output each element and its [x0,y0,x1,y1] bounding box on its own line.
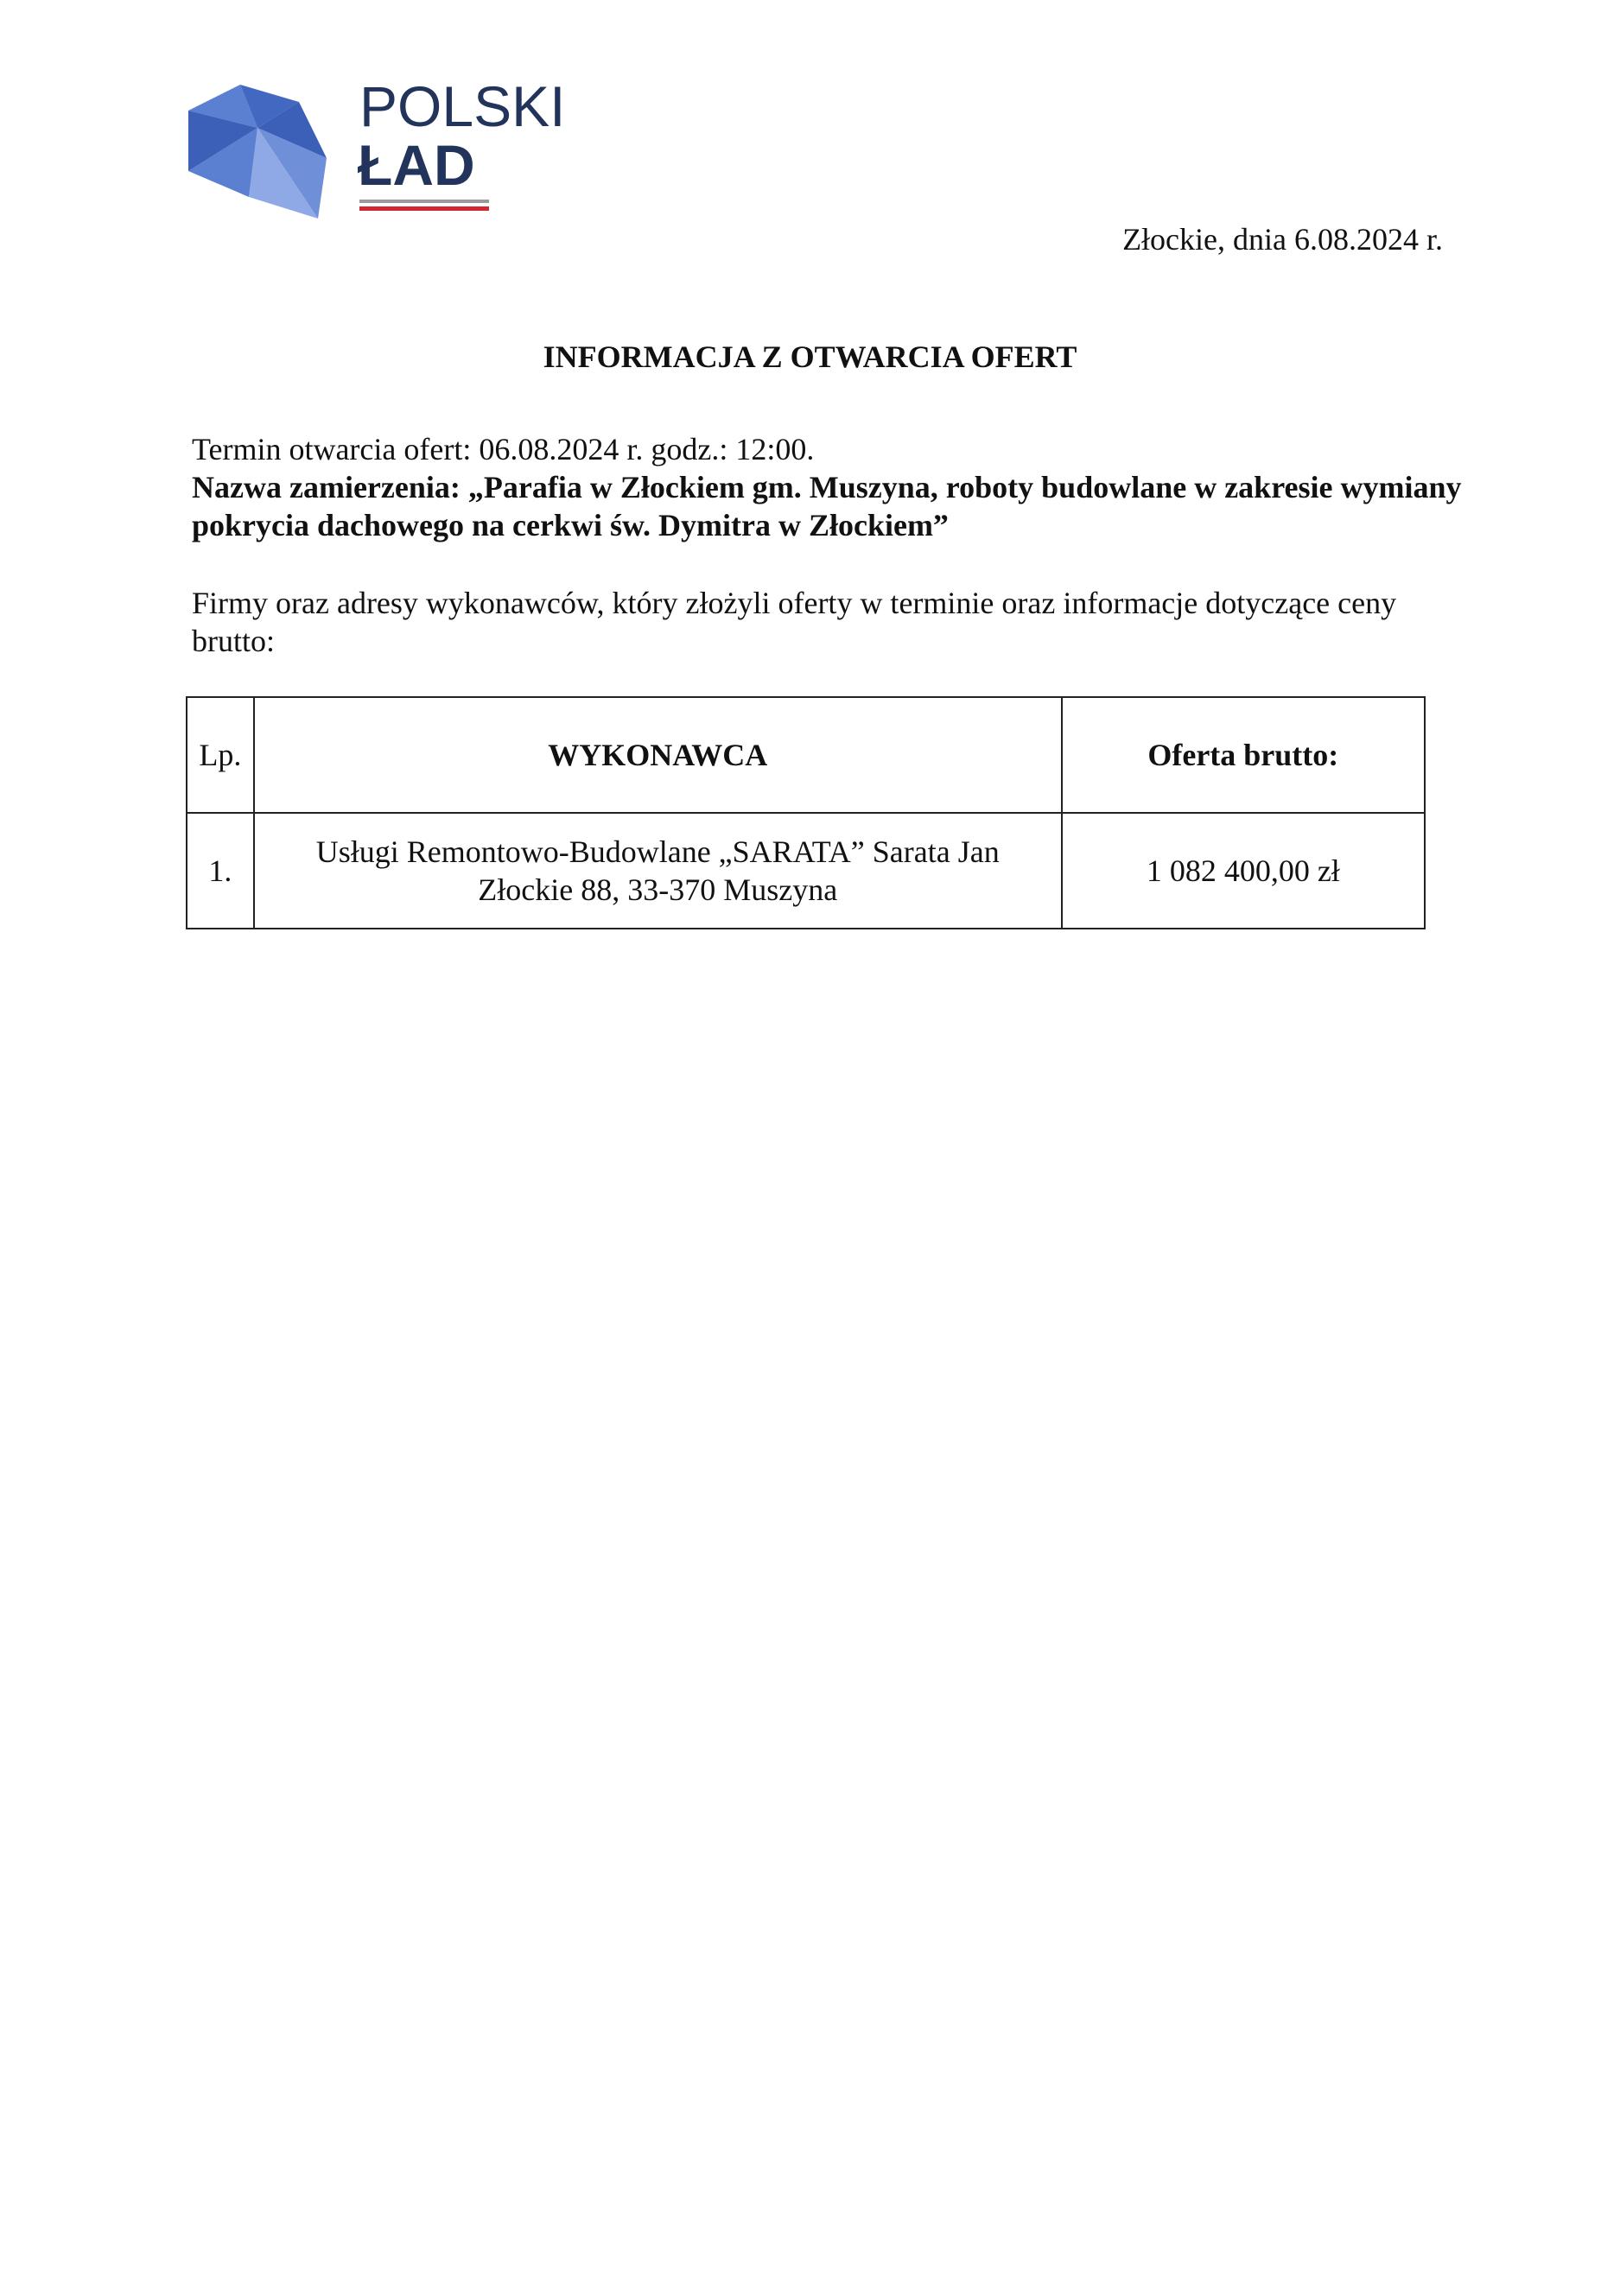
tender-info-block [192,430,1462,544]
header-lp: Lp. [187,697,254,813]
document-date: Złockie, dnia 6.08.2024 r. [1122,222,1443,257]
cell-contractor [254,813,1062,929]
cell-lp: 1. [187,813,254,929]
cell-price: 1 082 400,00 zł [1062,813,1425,929]
table-row [187,813,1425,929]
table-header-row [187,697,1425,813]
document-title: INFORMACJA Z OTWARCIA OFERT [543,339,1077,374]
poland-map-icon [188,85,327,219]
logo-stripe-red [359,206,489,211]
logo-stripe-gray [359,200,489,203]
logo-text-lad: ŁAD [358,133,475,197]
header-contractor: WYKONAWCA [254,697,1062,813]
intro-paragraph [192,584,1462,660]
polski-lad-logo-graphic [188,76,594,232]
offers-table [186,696,1426,929]
header-price: Oferta brutto: [1062,697,1425,813]
polski-lad-logo [188,76,594,232]
contractor-address: Złockie 88, 33-370 Muszyna [478,872,838,907]
contractor-name: Usługi Remontowo-Budowlane „SARATA” Sarata Jan [315,834,1000,869]
opening-term: Termin otwarcia ofert: 06.08.2024 r. godz.: 12:00. [192,432,815,466]
intro-text: Firmy oraz adresy wykonawców, który złożyli oferty w terminie oraz informacje dotyczące ceny brutto: [192,586,1397,658]
project-name: Nazwa zamierzenia: „Parafia w Złockiem gm. Muszyna, roboty budowlane w zakresie wymiany pokrycia dachowego na cerkwi św. Dymitra w Złockiem” [192,470,1462,542]
logo-text-polski: POLSKI [359,76,566,138]
